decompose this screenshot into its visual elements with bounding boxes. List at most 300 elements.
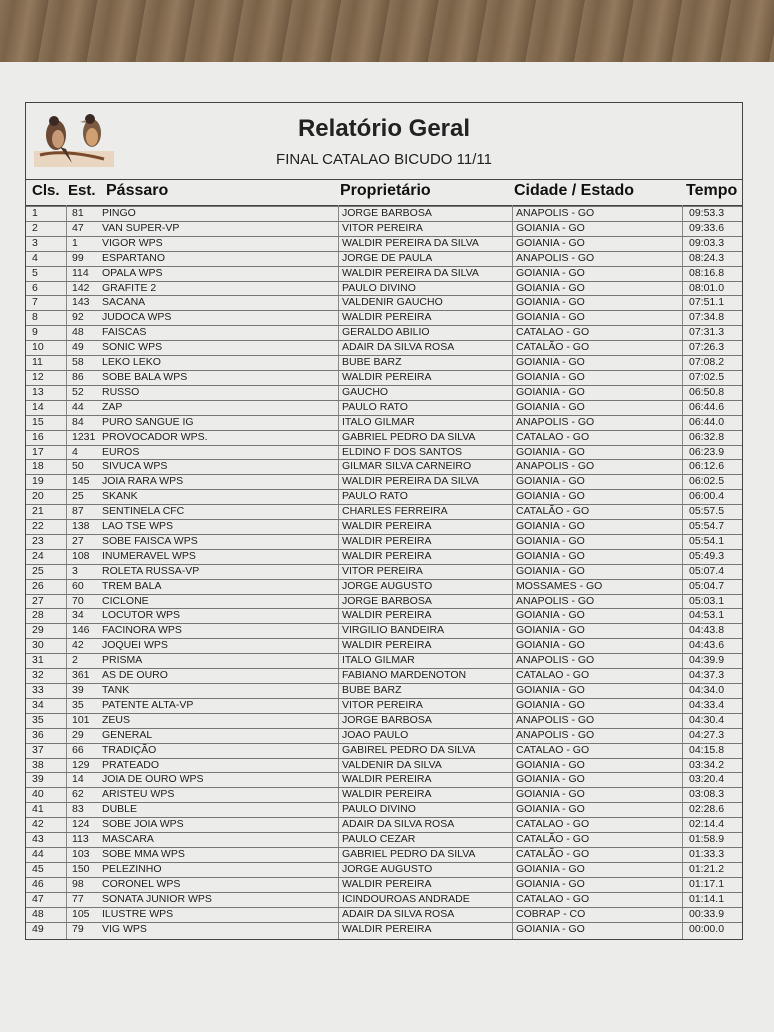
time-cell: 04:30.4: [689, 713, 725, 726]
city-state-cell: GOIANIA - GO: [516, 281, 585, 294]
station-cell: 25: [72, 490, 84, 503]
col-proprietario: Proprietário: [340, 182, 431, 199]
table-row: [26, 608, 742, 623]
table-row: [26, 400, 742, 415]
station-cell: 39: [72, 684, 84, 696]
city-state-cell: ANAPOLIS - GO: [516, 713, 595, 726]
rank-cell: 38: [32, 758, 44, 771]
city-state-cell: GOIANIA - GO: [516, 490, 585, 503]
time-cell: 05:03.1: [689, 594, 725, 607]
time-cell: 03:20.4: [689, 773, 725, 786]
city-state-cell: GOIANIA - GO: [516, 684, 585, 696]
table-row: [26, 832, 742, 847]
col-est: Est.: [68, 182, 96, 199]
owner-cell: JORGE DE PAULA: [342, 251, 433, 264]
time-cell: 01:58.9: [689, 833, 725, 846]
owner-cell: PAULO DIVINO: [342, 803, 416, 816]
time-cell: 00:00.0: [689, 922, 725, 935]
bird-name-cell: TREM BALA: [102, 579, 162, 592]
time-cell: 07:31.3: [689, 326, 725, 339]
bird-name-cell: SACANA: [102, 296, 146, 309]
city-state-cell: MOSSAMES - GO: [516, 579, 603, 592]
table-row: [26, 772, 742, 787]
bird-name-cell: GRAFITE 2: [102, 281, 157, 294]
time-cell: 04:37.3: [689, 669, 725, 682]
city-state-cell: ANAPOLIS - GO: [516, 654, 595, 667]
city-state-cell: GOIANIA - GO: [516, 370, 585, 383]
bird-name-cell: ROLETA RUSSA-VP: [102, 564, 200, 577]
owner-cell: ITALO GILMAR: [342, 415, 415, 428]
bird-name-cell: FAISCAS: [102, 326, 147, 339]
time-cell: 05:57.5: [689, 505, 725, 518]
city-state-cell: GOIANIA - GO: [516, 609, 585, 622]
station-cell: 52: [72, 385, 84, 398]
station-cell: 1: [72, 236, 78, 249]
time-cell: 03:34.2: [689, 758, 725, 771]
owner-cell: VALDENIR DA SILVA: [342, 758, 442, 771]
owner-cell: PAULO DIVINO: [342, 281, 416, 294]
station-cell: 42: [72, 639, 84, 652]
city-state-cell: ANAPOLIS - GO: [516, 728, 595, 741]
owner-cell: BUBE BARZ: [342, 684, 402, 696]
owner-cell: PAULO RATO: [342, 490, 408, 503]
time-cell: 07:51.1: [689, 296, 725, 309]
owner-cell: WALDIR PEREIRA: [342, 520, 432, 533]
table-row: [26, 385, 742, 400]
city-state-cell: GOIANIA - GO: [516, 639, 585, 652]
table-row: [26, 877, 742, 892]
station-cell: 47: [72, 221, 84, 234]
city-state-cell: CATALÃO - GO: [516, 505, 590, 518]
station-cell: 62: [72, 788, 84, 801]
rank-cell: 49: [32, 922, 44, 935]
bird-name-cell: MASCARA: [102, 833, 154, 846]
rank-cell: 48: [32, 907, 44, 920]
rank-cell: 12: [32, 370, 44, 383]
table-row: [26, 922, 742, 937]
owner-cell: WALDIR PEREIRA: [342, 549, 432, 562]
rank-cell: 18: [32, 460, 44, 473]
table-row: [26, 489, 742, 504]
time-cell: 05:54.7: [689, 520, 725, 533]
bird-name-cell: LEKO LEKO: [102, 356, 161, 369]
city-state-cell: GOIANIA - GO: [516, 773, 585, 786]
table-row: [26, 281, 742, 296]
table-row: [26, 310, 742, 325]
station-cell: 49: [72, 341, 84, 354]
table-row: [26, 638, 742, 653]
bird-name-cell: SKANK: [102, 490, 138, 503]
owner-cell: WALDIR PEREIRA DA SILVA: [342, 236, 479, 249]
station-cell: 35: [72, 698, 84, 711]
owner-cell: GAUCHO: [342, 385, 389, 398]
time-cell: 05:04.7: [689, 579, 725, 592]
bird-name-cell: SOBE FAISCA WPS: [102, 534, 198, 547]
city-state-cell: GOIANIA - GO: [516, 520, 585, 533]
rank-cell: 8: [32, 311, 38, 324]
time-cell: 04:39.9: [689, 654, 725, 667]
owner-cell: WALDIR PEREIRA DA SILVA: [342, 266, 479, 279]
owner-cell: ADAIR DA SILVA ROSA: [342, 341, 455, 354]
city-state-cell: GOIANIA - GO: [516, 356, 585, 369]
station-cell: 84: [72, 415, 84, 428]
owner-cell: CHARLES FERREIRA: [342, 505, 448, 518]
city-state-cell: GOIANIA - GO: [516, 698, 585, 711]
table-row: [26, 549, 742, 564]
time-cell: 04:43.6: [689, 639, 725, 652]
city-state-cell: CATALÃO - GO: [516, 341, 590, 354]
city-state-cell: GOIANIA - GO: [516, 564, 585, 577]
city-state-cell: GOIANIA - GO: [516, 534, 585, 547]
bird-name-cell: VAN SUPER-VP: [102, 221, 180, 234]
city-state-cell: GOIANIA - GO: [516, 296, 585, 309]
table-row: [26, 728, 742, 743]
bird-name-cell: SENTINELA CFC: [102, 505, 185, 518]
city-state-cell: GOIANIA - GO: [516, 624, 585, 637]
rank-cell: 35: [32, 713, 44, 726]
city-state-cell: GOIANIA - GO: [516, 862, 585, 875]
rank-cell: 39: [32, 773, 44, 786]
table-row: [26, 474, 742, 489]
rank-cell: 22: [32, 520, 44, 533]
col-cls: Cls.: [32, 182, 60, 199]
rank-cell: 44: [32, 847, 44, 860]
bird-name-cell: PELEZINHO: [102, 862, 162, 875]
station-cell: 92: [72, 311, 84, 324]
time-cell: 09:03.3: [689, 236, 725, 249]
station-cell: 66: [72, 743, 84, 756]
owner-cell: WALDIR PEREIRA DA SILVA: [342, 475, 479, 488]
time-cell: 08:24.3: [689, 251, 725, 264]
table-row: [26, 862, 742, 877]
rank-cell: 4: [32, 251, 38, 264]
time-cell: 04:33.4: [689, 698, 725, 711]
table-row: [26, 206, 742, 221]
owner-cell: JORGE AUGUSTO: [342, 579, 433, 592]
bird-name-cell: VIGOR WPS: [102, 236, 163, 249]
time-cell: 01:33.3: [689, 847, 725, 860]
owner-cell: VITOR PEREIRA: [342, 221, 423, 234]
station-cell: 29: [72, 728, 84, 741]
time-cell: 05:49.3: [689, 549, 725, 562]
table-row: [26, 430, 742, 445]
rank-cell: 15: [32, 415, 44, 428]
station-cell: 81: [72, 207, 84, 219]
table-row: [26, 504, 742, 519]
station-cell: 129: [72, 758, 90, 771]
owner-cell: WALDIR PEREIRA: [342, 311, 432, 324]
report-title: Relatório Geral: [297, 115, 471, 142]
city-state-cell: GOIANIA - GO: [516, 311, 585, 324]
owner-cell: BUBE BARZ: [342, 356, 402, 369]
city-state-cell: ANAPOLIS - GO: [516, 415, 595, 428]
table-row: [26, 698, 742, 713]
bird-name-cell: PRATEADO: [102, 758, 159, 771]
bird-name-cell: INUMERAVEL WPS: [102, 549, 196, 562]
rank-cell: 46: [32, 877, 44, 890]
table-row: [26, 295, 742, 310]
time-cell: 07:26.3: [689, 341, 725, 354]
rank-cell: 30: [32, 639, 44, 652]
rank-cell: 20: [32, 490, 44, 503]
rank-cell: 3: [32, 236, 38, 249]
station-cell: 138: [72, 520, 90, 533]
owner-cell: JORGE BARBOSA: [342, 207, 432, 219]
rank-cell: 31: [32, 654, 44, 667]
city-state-cell: CATALAO - GO: [516, 430, 590, 443]
station-cell: 108: [72, 549, 90, 562]
rank-cell: 36: [32, 728, 44, 741]
rank-cell: 47: [32, 892, 44, 905]
owner-cell: GERALDO ABILIO: [342, 326, 430, 339]
time-cell: 06:00.4: [689, 490, 725, 503]
table-row: [26, 623, 742, 638]
rank-cell: 43: [32, 833, 44, 846]
rank-cell: 19: [32, 475, 44, 488]
rank-cell: 33: [32, 684, 44, 696]
bird-name-cell: PROVOCADOR WPS.: [102, 430, 208, 443]
report-frame: [25, 102, 743, 940]
city-state-cell: CATALAO - GO: [516, 818, 590, 831]
station-cell: 146: [72, 624, 90, 637]
bird-name-cell: GENERAL: [102, 728, 153, 741]
bird-name-cell: PATENTE ALTA-VP: [102, 698, 194, 711]
station-cell: 79: [72, 922, 84, 935]
owner-cell: GABIREL PEDRO DA SILVA: [342, 743, 476, 756]
rank-cell: 34: [32, 698, 44, 711]
city-state-cell: CATALAO - GO: [516, 743, 590, 756]
station-cell: 361: [72, 669, 90, 682]
time-cell: 04:43.8: [689, 624, 725, 637]
time-cell: 06:02.5: [689, 475, 725, 488]
rank-cell: 28: [32, 609, 44, 622]
bird-name-cell: JOIA DE OURO WPS: [102, 773, 204, 786]
owner-cell: PAULO RATO: [342, 400, 408, 413]
rank-cell: 17: [32, 445, 44, 458]
owner-cell: VITOR PEREIRA: [342, 698, 423, 711]
bird-name-cell: SONATA JUNIOR WPS: [102, 892, 212, 905]
city-state-cell: ANAPOLIS - GO: [516, 594, 595, 607]
rank-cell: 23: [32, 534, 44, 547]
owner-cell: PAULO CEZAR: [342, 833, 416, 846]
station-cell: 58: [72, 356, 84, 369]
owner-cell: JORGE BARBOSA: [342, 594, 432, 607]
station-cell: 103: [72, 847, 90, 860]
station-cell: 48: [72, 326, 84, 339]
bird-name-cell: PRISMA: [102, 654, 143, 667]
table-row: [26, 236, 742, 251]
table-row: [26, 445, 742, 460]
time-cell: 05:07.4: [689, 564, 725, 577]
time-cell: 01:21.2: [689, 862, 725, 875]
station-cell: 77: [72, 892, 84, 905]
owner-cell: FABIANO MARDENOTON: [342, 669, 467, 682]
bird-name-cell: SOBE JOIA WPS: [102, 818, 184, 831]
time-cell: 08:01.0: [689, 281, 725, 294]
station-cell: 99: [72, 251, 84, 264]
table-row: [26, 653, 742, 668]
station-cell: 60: [72, 579, 84, 592]
station-cell: 50: [72, 460, 84, 473]
city-state-cell: CATALÃO - GO: [516, 833, 590, 846]
table-row: [26, 459, 742, 474]
time-cell: 01:14.1: [689, 892, 725, 905]
city-state-cell: GOIANIA - GO: [516, 475, 585, 488]
city-state-cell: GOIANIA - GO: [516, 788, 585, 801]
bird-name-cell: LAO TSE WPS: [102, 520, 173, 533]
rank-cell: 41: [32, 803, 44, 816]
bird-name-cell: TRADIÇÃO: [102, 743, 157, 756]
station-cell: 101: [72, 713, 90, 726]
station-cell: 145: [72, 475, 90, 488]
bird-name-cell: SOBE BALA WPS: [102, 370, 188, 383]
time-cell: 08:16.8: [689, 266, 725, 279]
station-cell: 44: [72, 400, 84, 413]
station-cell: 27: [72, 534, 84, 547]
owner-cell: WALDIR PEREIRA: [342, 534, 432, 547]
table-row: [26, 221, 742, 236]
bird-name-cell: SIVUCA WPS: [102, 460, 168, 473]
time-cell: 04:53.1: [689, 609, 725, 622]
table-row: [26, 355, 742, 370]
station-cell: 124: [72, 818, 90, 831]
bird-name-cell: CORONEL WPS: [102, 877, 181, 890]
station-cell: 86: [72, 370, 84, 383]
rank-cell: 2: [32, 221, 38, 234]
bird-name-cell: RUSSO: [102, 385, 140, 398]
rank-cell: 9: [32, 326, 38, 339]
owner-cell: WALDIR PEREIRA: [342, 609, 432, 622]
owner-cell: VIRGILIO BANDEIRA: [342, 624, 445, 637]
owner-cell: ELDINO F DOS SANTOS: [342, 445, 462, 458]
table-row: [26, 579, 742, 594]
rank-cell: 27: [32, 594, 44, 607]
time-cell: 04:15.8: [689, 743, 725, 756]
bird-name-cell: TANK: [102, 684, 130, 696]
bird-name-cell: ZAP: [102, 400, 123, 413]
time-cell: 02:28.6: [689, 803, 725, 816]
owner-cell: WALDIR PEREIRA: [342, 370, 432, 383]
time-cell: 07:02.5: [689, 370, 725, 383]
city-state-cell: COBRAP - CO: [516, 907, 586, 920]
table-row: [26, 534, 742, 549]
time-cell: 03:08.3: [689, 788, 725, 801]
owner-cell: JORGE AUGUSTO: [342, 862, 433, 875]
city-state-cell: ANAPOLIS - GO: [516, 460, 595, 473]
bird-name-cell: DUBLE: [102, 803, 138, 816]
rank-cell: 40: [32, 788, 44, 801]
city-state-cell: GOIANIA - GO: [516, 877, 585, 890]
owner-cell: WALDIR PEREIRA: [342, 639, 432, 652]
station-cell: 4: [72, 445, 78, 458]
col-cidade: Cidade / Estado: [514, 182, 635, 199]
city-state-cell: GOIANIA - GO: [516, 400, 585, 413]
station-cell: 2: [72, 654, 78, 667]
station-cell: 3: [72, 564, 78, 577]
city-state-cell: GOIANIA - GO: [516, 549, 585, 562]
city-state-cell: ANAPOLIS - GO: [516, 207, 595, 219]
rank-cell: 42: [32, 818, 44, 831]
owner-cell: VALDENIR GAUCHO: [342, 296, 443, 309]
station-cell: 143: [72, 296, 90, 309]
report-header: [26, 103, 742, 180]
city-state-cell: CATALAO - GO: [516, 892, 590, 905]
time-cell: 09:53.3: [689, 207, 725, 219]
bird-name-cell: ZEUS: [102, 713, 131, 726]
time-cell: 06:23.9: [689, 445, 725, 458]
bird-name-cell: JOQUEI WPS: [102, 639, 168, 652]
time-cell: 07:08.2: [689, 356, 725, 369]
bird-name-cell: FACINORA WPS: [102, 624, 182, 637]
bird-name-cell: JUDOCA WPS: [102, 311, 172, 324]
time-cell: 09:33.6: [689, 221, 725, 234]
time-cell: 02:14.4: [689, 818, 725, 831]
owner-cell: VITOR PEREIRA: [342, 564, 423, 577]
bird-name-cell: JOIA RARA WPS: [102, 475, 184, 488]
bird-name-cell: LOCUTOR WPS: [102, 609, 180, 622]
bird-name-cell: VIG WPS: [102, 922, 147, 935]
city-state-cell: GOIANIA - GO: [516, 922, 585, 935]
owner-cell: GABRIEL PEDRO DA SILVA: [342, 430, 476, 443]
time-cell: 06:44.6: [689, 400, 725, 413]
owner-cell: JOAO PAULO: [342, 728, 409, 741]
time-cell: 04:34.0: [689, 684, 725, 696]
table-row: [26, 847, 742, 862]
rank-cell: 21: [32, 505, 44, 518]
station-cell: 105: [72, 907, 90, 920]
rank-cell: 32: [32, 669, 44, 682]
rank-cell: 25: [32, 564, 44, 577]
bird-name-cell: SONIC WPS: [102, 341, 163, 354]
table-row: [26, 817, 742, 832]
owner-cell: ITALO GILMAR: [342, 654, 415, 667]
table-row: [26, 325, 742, 340]
station-cell: 87: [72, 505, 84, 518]
table-row: [26, 370, 742, 385]
city-state-cell: ANAPOLIS - GO: [516, 251, 595, 264]
rank-cell: 14: [32, 400, 44, 413]
owner-cell: JORGE BARBOSA: [342, 713, 432, 726]
time-cell: 07:34.8: [689, 311, 725, 324]
city-state-cell: GOIANIA - GO: [516, 803, 585, 816]
owner-cell: WALDIR PEREIRA: [342, 788, 432, 801]
bird-name-cell: ARISTEU WPS: [102, 788, 175, 801]
table-row: [26, 787, 742, 802]
time-cell: 06:12.6: [689, 460, 725, 473]
table-row: [26, 340, 742, 355]
time-cell: 06:50.8: [689, 385, 725, 398]
bird-name-cell: ESPARTANO: [102, 251, 166, 264]
owner-cell: WALDIR PEREIRA: [342, 773, 432, 786]
time-cell: 05:54.1: [689, 534, 725, 547]
owner-cell: ICINDOUROAS ANDRADE: [342, 892, 470, 905]
bird-name-cell: AS DE OURO: [102, 669, 168, 682]
owner-cell: GABRIEL PEDRO DA SILVA: [342, 847, 476, 860]
station-cell: 114: [72, 266, 89, 279]
owner-cell: WALDIR PEREIRA: [342, 877, 432, 890]
table-row: [26, 266, 742, 281]
city-state-cell: GOIANIA - GO: [516, 266, 585, 279]
table-row: [26, 668, 742, 683]
table-row: [26, 519, 742, 534]
rank-cell: 26: [32, 579, 44, 592]
rank-cell: 45: [32, 862, 44, 875]
station-cell: 98: [72, 877, 84, 890]
rank-cell: 13: [32, 385, 44, 398]
rank-cell: 10: [32, 341, 44, 354]
time-cell: 00:33.9: [689, 907, 725, 920]
station-cell: 34: [72, 609, 84, 622]
